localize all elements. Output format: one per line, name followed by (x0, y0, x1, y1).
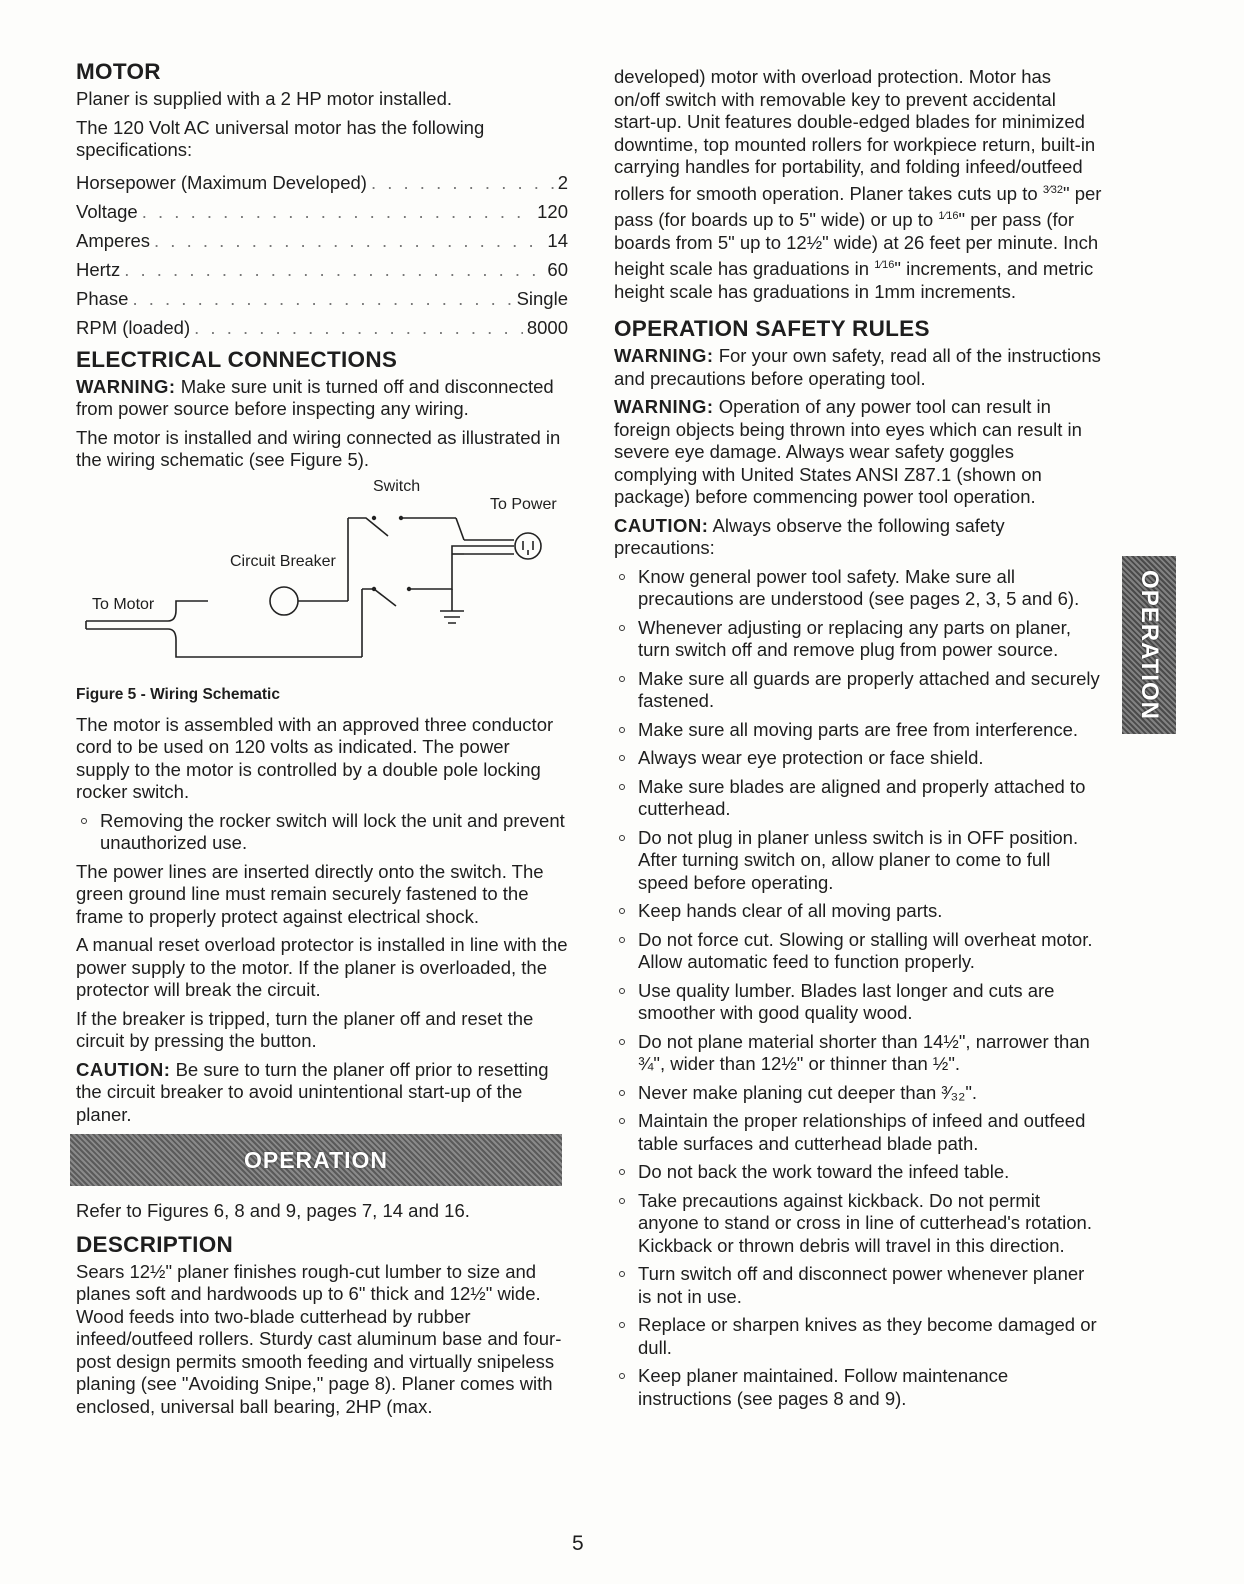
spec-label: RPM (loaded) (76, 316, 191, 338)
safety-heading: OPERATION SAFETY RULES (614, 316, 930, 342)
spec-row (76, 168, 568, 197)
spec-label: Horsepower (Maximum Developed) (76, 171, 367, 193)
spec-row (76, 313, 568, 342)
electrical-p3: The power lines are inserted directly onto the switch. The green ground line must remain securely fastened to the frame to properly protect against electrical shock. (76, 860, 544, 927)
list-item: Do not back the work toward the infeed table. (614, 1161, 1102, 1184)
list-item: Use quality lumber. Blades last longer and cuts are smoother with good quality wood. (614, 980, 1102, 1025)
spec-value: 60 (547, 258, 568, 280)
description-text-left: Sears 12½" planer finishes rough-cut lumber to size and planes soft and hardwoods up to 6" thick and 12½" wide. Wood feeds into two-blade cutterhead by rubber infeed/outfeed rollers. Sturdy cast aluminum base and four-post design permits smooth feeding and virtually snipeless planing (see "Avoiding Snipe," page 8). Planer comes with enclosed, universal ball bearing, 2HP (max. (76, 1260, 562, 1417)
electrical-p2: The motor is assembled with an approved three conductor cord to be used on 120 volts as indicated. The power supply to the motor is controlled by a double pole locking rocker switch. (76, 713, 554, 802)
warning-text: Make sure unit is turned off and disconnected from power source before inspecting any wiring. (76, 375, 554, 419)
electrical-caution (76, 1059, 568, 1127)
motor-spec-table (76, 168, 568, 342)
operation-banner-text: OPERATION (243, 1146, 389, 1173)
list-item: Turn switch off and disconnect power whenever planer is not in use. (614, 1263, 1102, 1308)
spec-value: 120 (537, 200, 568, 222)
electrical-bullet-list (76, 810, 568, 855)
safety-caution (614, 515, 1102, 560)
list-item: Maintain the proper relationships of infeed and outfeed table surfaces and cutterhead blade path. (614, 1110, 1102, 1155)
fraction: 1⁄16 (874, 259, 895, 272)
caution-label: CAUTION: (614, 514, 709, 536)
warning-text: For your own safety, read all of the instructions and precautions before operating tool. (614, 345, 1101, 389)
list-item: Replace or sharpen knives as they become damaged or dull. (614, 1314, 1102, 1359)
list-item: Whenever adjusting or replacing any parts on planer, turn switch off and remove plug from power source. (614, 617, 1102, 662)
right-column (614, 66, 1102, 1416)
list-item: Know general power tool safety. Make sure all precautions are understood (see pages 2, 3, 5 and 6). (614, 566, 1102, 611)
desc-part: developed) motor with overload protection. Motor has on/off switch with removable key to prevent accidental start-up. Unit features double-edged blades for minimized downtime, top mounted rollers for workpiece return, built-in carrying handles for portability, and folding infeed/outfeed rollers for smooth operation. Planer takes cuts up to (614, 66, 1096, 204)
description-text-right (614, 66, 1102, 303)
operation-refer: Refer to Figures 6, 8 and 9, pages 7, 14 and 16. (76, 1200, 470, 1221)
page-number: 5 (572, 1532, 584, 1555)
motor-heading: MOTOR (76, 59, 161, 84)
warning-label: WARNING: (614, 396, 714, 418)
list-item: Do not force cut. Slowing or stalling will overheat motor. Allow automatic feed to function properly. (614, 929, 1102, 974)
spec-label: Hertz (76, 258, 121, 280)
caution-text: Always observe the following safety precautions: (614, 514, 1005, 559)
label-to-motor: To Motor (92, 595, 155, 613)
spec-label: Phase (76, 287, 129, 309)
side-tab-text: OPERATION (1136, 570, 1163, 720)
electrical-heading: ELECTRICAL CONNECTIONS (76, 346, 398, 372)
electrical-p5: If the breaker is tripped, turn the planer off and reset the circuit by pressing the button. (76, 1007, 534, 1051)
operation-side-tab (1122, 556, 1176, 734)
list-item: Do not plug in planer unless switch is in OFF position. After turning switch on, allow planer to come to full speed before operating. (614, 827, 1102, 895)
list-item: Take precautions against kickback. Do not permit anyone to stand or cross in line of cutterhead's rotation. Kickback or thrown debris will travel in this direction. (614, 1190, 1102, 1258)
electrical-p4: A manual reset overload protector is installed in line with the power supply to the motor. If the planer is overloaded, the protector will break the circuit. (76, 934, 568, 1000)
fraction: 3⁄32 (1042, 183, 1064, 196)
list-item: Always wear eye protection or face shield. (614, 747, 1102, 770)
spec-label: Voltage (76, 200, 138, 222)
fraction: 1⁄16 (938, 210, 959, 223)
motor-spec-intro: The 120 Volt AC universal motor has the following specifications: (76, 116, 485, 160)
label-to-power: To Power (490, 495, 557, 513)
safety-warning-2 (614, 396, 1102, 509)
description-heading: DESCRIPTION (76, 1231, 234, 1257)
warning-label: WARNING: (76, 375, 176, 397)
spec-row (76, 255, 568, 284)
spec-value: 8000 (526, 316, 568, 338)
spec-value: Single (516, 287, 568, 309)
label-switch: Switch (373, 477, 421, 495)
wiring-schematic-figure (76, 478, 568, 704)
desc-part: " increments, and metric height scale has graduations in 1mm increments. (614, 258, 1094, 302)
spec-row (76, 226, 568, 255)
warning-text: Operation of any power tool can result in foreign objects being thrown into eyes which can result in severe eye damage. Always wear safety goggles complying with United States ANSI Z87.1 (shown on package) before commencing power tool operation. (614, 396, 1082, 508)
spec-label: Amperes (76, 229, 151, 251)
motor-intro: Planer is supplied with a 2 HP motor installed. (76, 88, 453, 109)
electrical-warning (76, 376, 568, 421)
list-item: Do not plane material shorter than 14½", narrower than ¾", wider than 12½" or thinner than ½". (614, 1031, 1102, 1076)
electrical-p1: The motor is installed and wiring connected as illustrated in the wiring schematic (see Figure 5). (76, 426, 561, 470)
spec-value: 2 (557, 171, 568, 193)
safety-bullet-list (614, 566, 1102, 1411)
caution-text: Be sure to turn the planer off prior to resetting the circuit breaker to avoid unintentional start-up of the planer. (76, 1058, 549, 1125)
list-item: Make sure all moving parts are free from interference. (614, 719, 1102, 742)
list-item: Never make planing cut deeper than ³⁄₃₂". (614, 1082, 1102, 1105)
list-item: Make sure all guards are properly attached and securely fastened. (614, 668, 1102, 713)
operation-banner (70, 1134, 562, 1186)
desc-part: " per pass (for boards from 5" up to 12½" wide) at 26 feet per minute. Inch height scale has graduations in (614, 209, 1099, 280)
label-circuit-breaker: Circuit Breaker (230, 552, 336, 570)
figure-caption: Figure 5 - Wiring Schematic (76, 685, 280, 703)
spec-row (76, 284, 568, 313)
list-item: Keep planer maintained. Follow maintenance instructions (see pages 8 and 9). (614, 1365, 1102, 1410)
caution-label: CAUTION: (76, 1058, 171, 1080)
list-item: Keep hands clear of all moving parts. (614, 900, 1102, 923)
left-column (76, 58, 568, 1424)
safety-warning-1 (614, 345, 1102, 390)
list-item: Make sure blades are aligned and properly attached to cutterhead. (614, 776, 1102, 821)
desc-part: " per pass (for boards up to 5" wide) or up to (614, 182, 1102, 231)
spec-row (76, 197, 568, 226)
spec-value: 14 (547, 229, 568, 251)
list-item: Removing the rocker switch will lock the unit and prevent unauthorized use. (76, 810, 568, 855)
warning-label: WARNING: (614, 345, 714, 367)
